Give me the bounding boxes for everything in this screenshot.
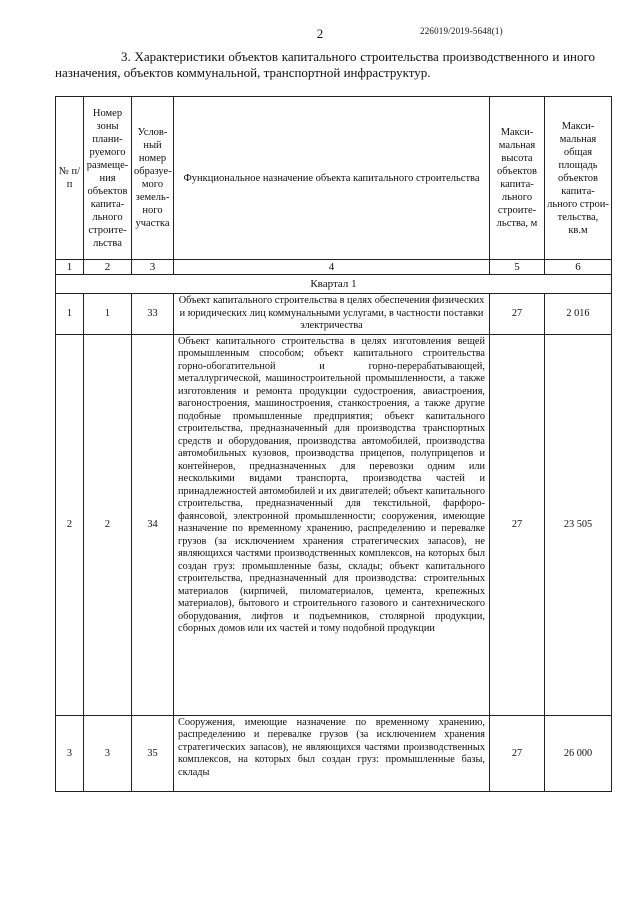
purpose-text: Объект капитального строительства в целях обеспечения физических и юридических лиц коммунальными услугами, в частности поставки электричества bbox=[174, 294, 490, 335]
column-number: 2 bbox=[84, 260, 132, 275]
header-height: Макси-мальная высота объектов капита-льного строите-льства, м bbox=[490, 97, 545, 260]
capital-objects-table bbox=[55, 96, 612, 792]
header-zone: Номер зоны плани-руемого размеще-ния объектов капита-льного строите-льства bbox=[84, 97, 132, 260]
table-row bbox=[56, 334, 612, 715]
header-number: № п/п bbox=[56, 97, 84, 260]
table-row bbox=[56, 715, 612, 791]
max-height: 27 bbox=[490, 715, 545, 791]
max-height: 27 bbox=[490, 334, 545, 715]
section-title: 3. Характеристики объектов капитального строительства производственного и иного назначения, объектов коммунальной, транспортной инфраструктур. bbox=[55, 49, 595, 80]
table-row bbox=[56, 294, 612, 335]
plot-number: 35 bbox=[132, 715, 174, 791]
column-number: 1 bbox=[56, 260, 84, 275]
group-row bbox=[56, 275, 612, 294]
column-number: 3 bbox=[132, 260, 174, 275]
purpose-text: Объект капитального строительства в целях изготовления вещей промышленным способом; объект капитального строительства горно-обогатительной и горно-перерабатывающей, металлургической, машиностроительной промышленности, а также изготовления и ремонта продукции судостроения, авиастроения, вагоностроения, машиностроения, станкостроения, а также другие подобные промышленные предприятия; объект капитального строительства, предназначенный для производства транспортных средств и оборудования, производства автомобилей, производства автомобильных кузовов, производства прицепов, полуприцепов и контейнеров, предназначенных для перевозки одним или несколькими видами транспорта, производства частей и принадлежностей автомобилей и их двигателей; объект капитального строительства, предназначенный для текстильной, фарфоро-фаянсовой, электронной промышленности; сооружения, имеющие назначение по временному хранению, распределению и перевалке грузов (за исключением хранения стратегических запасов), не являющихся частями производственных комплексов, на которых был создан груз: промышленные базы, склады; объект капитального строительства, предназначенный для производства: строительных материалов (кирпичей, пиломатериалов, цемента, крепежных материалов), бытового и строительного газового и сантехнического оборудования, лифтов и подъемников, столярной продукции, сборных домов или их частей и тому подобной продукции bbox=[174, 334, 490, 715]
column-number: 5 bbox=[490, 260, 545, 275]
header-purpose: Функциональное назначение объекта капитального строительства bbox=[174, 97, 490, 260]
column-number: 4 bbox=[174, 260, 490, 275]
row-number: 3 bbox=[56, 715, 84, 791]
plot-number: 33 bbox=[132, 294, 174, 335]
page-number: 2 bbox=[316, 26, 324, 41]
zone-number: 3 bbox=[84, 715, 132, 791]
header-area: Макси-мальная общая площадь объектов капита-льного строи-тельства, кв.м bbox=[545, 97, 612, 260]
row-number: 2 bbox=[56, 334, 84, 715]
column-number: 6 bbox=[545, 260, 612, 275]
column-numbers-row bbox=[56, 260, 612, 275]
max-height: 27 bbox=[490, 294, 545, 335]
zone-number: 2 bbox=[84, 334, 132, 715]
max-area: 23 505 bbox=[545, 334, 612, 715]
group-label: Квартал 1 bbox=[56, 275, 612, 294]
document-id: 226019/2019-5648(1) bbox=[420, 26, 503, 36]
purpose-text: Сооружения, имеющие назначение по временному хранению, распределению и перевалке грузов (за исключением хранения стратегических запасов), не являющихся частями производственных комплексов, на которых был создан груз: промышленные базы, склады bbox=[174, 715, 490, 791]
row-number: 1 bbox=[56, 294, 84, 335]
max-area: 26 000 bbox=[545, 715, 612, 791]
zone-number: 1 bbox=[84, 294, 132, 335]
max-area: 2 016 bbox=[545, 294, 612, 335]
plot-number: 34 bbox=[132, 334, 174, 715]
header-plot: Услов-ный номер образуе-мого земель-ного участка bbox=[132, 97, 174, 260]
table-header-row bbox=[56, 97, 612, 260]
